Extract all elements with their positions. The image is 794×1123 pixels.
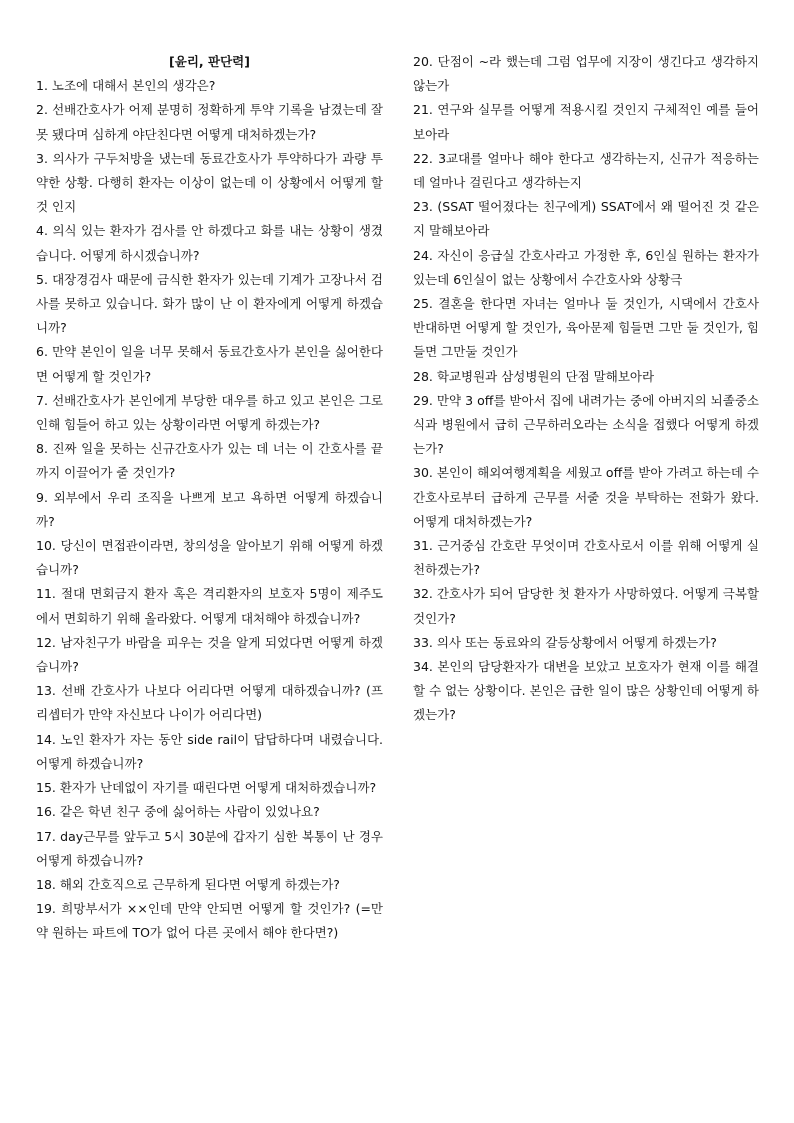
question-item: 1. 노조에 대해서 본인의 생각은? bbox=[36, 78, 216, 94]
question-item: 24. 자신이 응급실 간호사라고 가정한 후, 6인실 원하는 환자가 있는데 6인실이 없는 상황에서 수간호사와 상황극 bbox=[413, 247, 759, 287]
question-item: 13. 선배 간호사가 나보다 어리다면 어떻게 대하겠습니까? (프리셉터가 만약 자신보다 나이가 어리다면) bbox=[36, 683, 383, 723]
question-item: 28. 학교병원과 삼성병원의 단점 말해보아라 bbox=[413, 368, 655, 384]
question-item: 17. day근무를 앞두고 5시 30분에 갑자기 심한 복통이 난 경우 어떻게 하겠습니까? bbox=[36, 828, 383, 868]
right-column bbox=[413, 50, 759, 728]
question-item: 3. 의사가 구두처방을 냈는데 동료간호사가 투약하다가 과량 투약한 상황. 다행히 환자는 이상이 없는데 이 상황에서 어떻게 할 것 인지 bbox=[36, 150, 383, 215]
question-item: 6. 만약 본인이 일을 너무 못해서 동료간호사가 본인을 싫어한다면 어떻게 할 것인가? bbox=[36, 344, 383, 384]
question-item: 15. 환자가 난데없이 자기를 때린다면 어떻게 대처하겠습니까? bbox=[36, 780, 377, 796]
left-column bbox=[36, 50, 383, 946]
question-item: 5. 대장경검사 때문에 금식한 환자가 있는데 기계가 고장나서 검사를 못하고 있습니다. 화가 많이 난 이 환자에게 어떻게 하겠습니까? bbox=[36, 271, 383, 336]
question-item: 19. 희망부서가 ××인데 만약 안되면 어떻게 할 것인가? (=만약 원하는 파트에 TO가 없어 다른 곳에서 해야 한다면?) bbox=[36, 901, 383, 941]
question-item: 30. 본인이 해외여행계획을 세웠고 off를 받아 가려고 하는데 수간호사로부터 급하게 근무를 서줄 것을 부탁하는 전화가 왔다. 어떻게 대처하겠는가? bbox=[413, 465, 759, 529]
section-heading: [윤리, 판단력] bbox=[169, 54, 250, 69]
question-item: 9. 외부에서 우리 조직을 나쁘게 보고 욕하면 어떻게 하겠습니까? bbox=[36, 489, 383, 529]
question-item: 4. 의식 있는 환자가 검사를 안 하겠다고 화를 내는 상황이 생겼습니다. 어떻게 하시겠습니까? bbox=[36, 223, 383, 263]
question-item: 29. 만약 3 off를 받아서 집에 내려가는 중에 아버지의 뇌졸중소식과 병원에서 급히 근무하러오라는 소식을 접했다 어떻게 하겠는가? bbox=[413, 392, 759, 457]
question-item: 32. 간호사가 되어 담당한 첫 환자가 사망하였다. 어떻게 극복할 것인가? bbox=[413, 586, 759, 626]
question-item: 33. 의사 또는 동료와의 갈등상황에서 어떻게 하겠는가? bbox=[413, 634, 717, 650]
question-item: 16. 같은 학년 친구 중에 싫어하는 사람이 있었나요? bbox=[36, 804, 320, 820]
question-item: 10. 당신이 면접관이라면, 창의성을 알아보기 위해 어떻게 하겠습니까? bbox=[36, 538, 383, 578]
question-item: 23. (SSAT 떨어졌다는 친구에게) SSAT에서 왜 떨어진 것 같은지 말해보아라 bbox=[413, 199, 759, 239]
question-item: 22. 3교대를 얼마나 해야 한다고 생각하는지, 신규가 적응하는데 얼마나 걸린다고 생각하는지 bbox=[413, 150, 759, 191]
question-item: 25. 결혼을 한다면 자녀는 얼마나 둘 것인가, 시댁에서 간호사 반대하면 어떻게 할 것인가, 육아문제 힘들면 그만 둘 것인가, 힘들면 그만둘 것인가 bbox=[413, 296, 759, 360]
question-item: 8. 진짜 일을 못하는 신규간호사가 있는 데 너는 이 간호사를 끝까지 이끌어가 줄 것인가? bbox=[36, 441, 383, 481]
question-item: 2. 선배간호사가 어제 분명히 정확하게 투약 기록을 남겼는데 잘못 됐다며 심하게 야단친다면 어떻게 대처하겠는가? bbox=[36, 102, 383, 142]
question-item: 11. 절대 면회금지 환자 혹은 격리환자의 보호자 5명이 제주도에서 면회하기 위해 올라왔다. 어떻게 대처해야 하겠습니까? bbox=[36, 586, 383, 626]
question-item: 14. 노인 환자가 자는 동안 side rail이 답답하다며 내렸습니다. 어떻게 하겠습니까? bbox=[36, 731, 383, 771]
question-item: 20. 단점이 ~라 했는데 그럼 업무에 지장이 생긴다고 생각하지 않는가 bbox=[413, 54, 759, 94]
question-item: 34. 본인의 담당환자가 대변을 보았고 보호자가 현재 이를 해결 할 수 없는 상황이다. 본인은 급한 일이 많은 상황인데 어떻게 하겠는가? bbox=[413, 659, 759, 723]
question-item: 12. 남자친구가 바람을 피우는 것을 알게 되었다면 어떻게 하겠습니까? bbox=[36, 634, 383, 675]
question-item: 18. 해외 간호직으로 근무하게 된다면 어떻게 하겠는가? bbox=[36, 876, 340, 892]
question-item: 31. 근거중심 간호란 무엇이며 간호사로서 이를 위해 어떻게 실천하겠는가? bbox=[413, 538, 759, 578]
question-item: 21. 연구와 실무를 어떻게 적용시킬 것인지 구체적인 예를 들어보아라 bbox=[413, 102, 759, 142]
question-item: 7. 선배간호사가 본인에게 부당한 대우를 하고 있고 본인은 그로 인해 힘들어 하고 있는 상황이라면 어떻게 하겠는가? bbox=[36, 392, 383, 433]
